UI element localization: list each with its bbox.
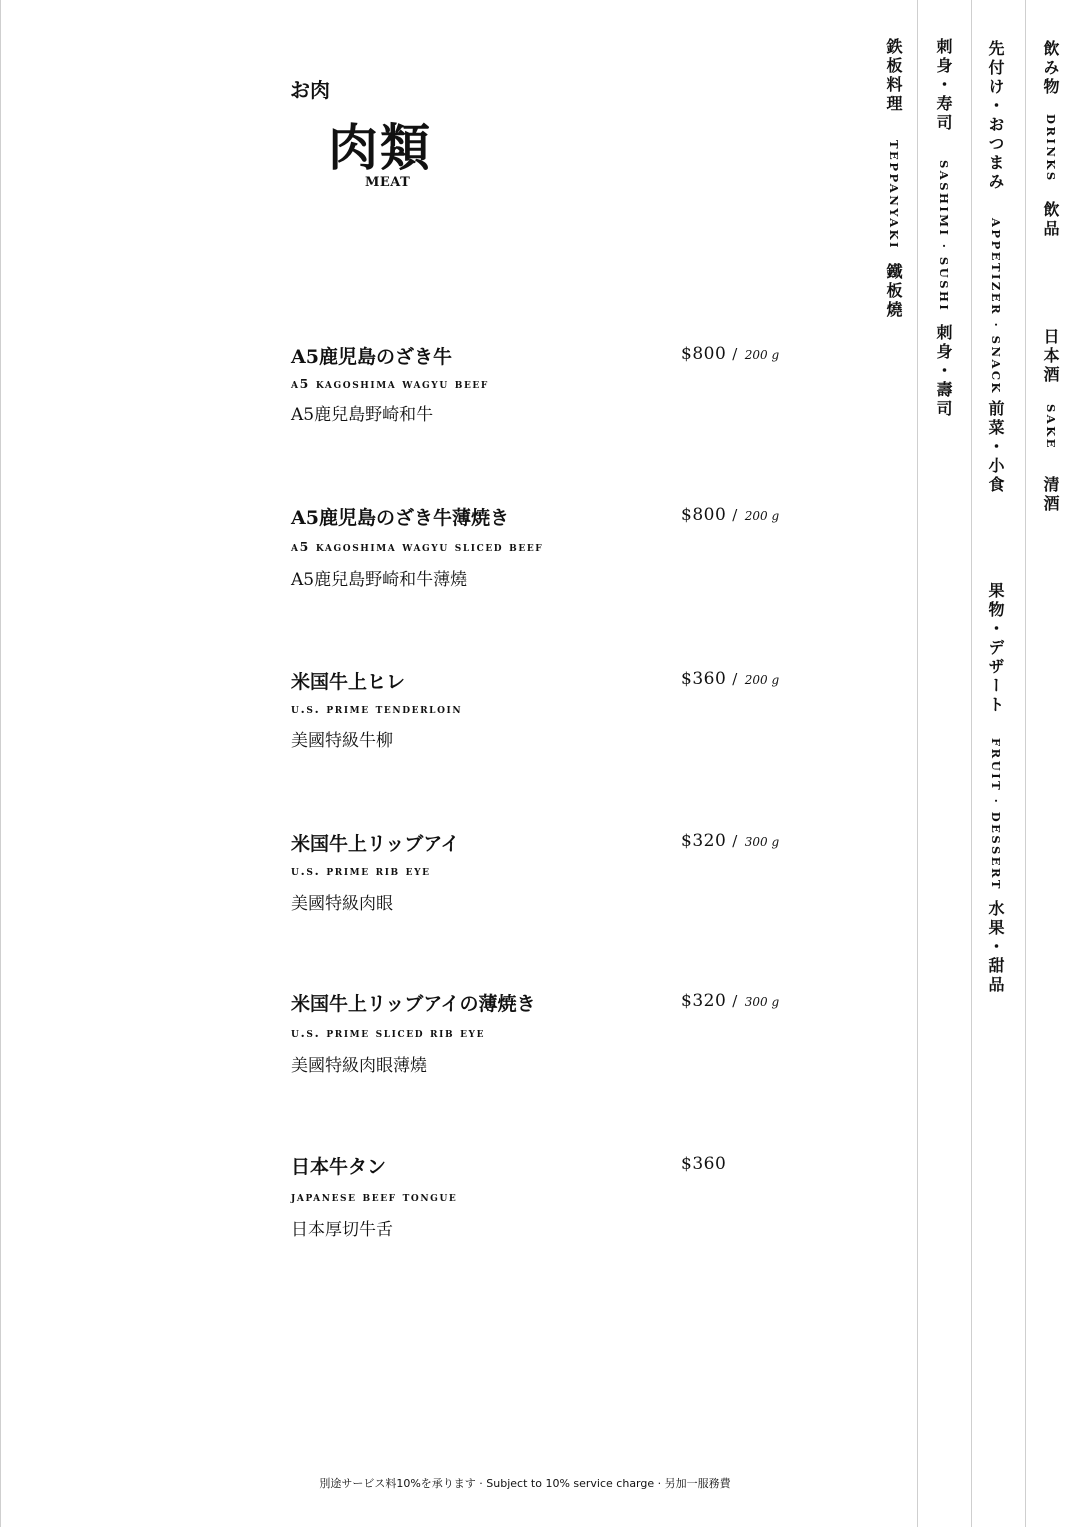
item-weight: 200 g bbox=[744, 348, 780, 362]
menu-item bbox=[291, 829, 791, 939]
tab-label-zh: 鐵板燒 bbox=[884, 263, 903, 320]
menu-item bbox=[291, 667, 791, 777]
item-name-zh: 美國特級牛柳 bbox=[291, 731, 393, 751]
tab-label-en: TEPPANYAKI bbox=[886, 140, 901, 250]
menu-item bbox=[291, 342, 791, 452]
section-title-en: MEAT bbox=[365, 175, 411, 190]
tab-label-jp: 先付け・おつまみ bbox=[986, 40, 1005, 192]
tab-label-zh: 水果・甜品 bbox=[986, 900, 1005, 995]
item-price: $320 bbox=[681, 991, 727, 1011]
price-separator: / bbox=[732, 832, 738, 850]
item-weight: 200 g bbox=[744, 509, 780, 523]
tab-sashimi[interactable] bbox=[918, 38, 968, 1038]
item-name-en: a5 kagoshima wagyu beef bbox=[291, 376, 489, 391]
tab-label-en: SASHIMI · SUSHI bbox=[936, 160, 951, 313]
tab-label-zh: 飲品 bbox=[1041, 201, 1060, 239]
tab-label-en: SAKE bbox=[1043, 404, 1058, 450]
item-name-en: u.s. prime rib eye bbox=[291, 863, 431, 878]
menu-item bbox=[291, 503, 791, 613]
section-title: 肉類 bbox=[328, 118, 432, 177]
item-price: $360 bbox=[681, 1154, 727, 1174]
item-name-zh: A5鹿兒島野崎和牛 bbox=[291, 405, 434, 425]
item-weight: 300 g bbox=[744, 995, 780, 1009]
item-name-en: a5 kagoshima wagyu sliced beef bbox=[291, 539, 544, 554]
tab-label-jp: 飲み物 bbox=[1041, 40, 1060, 97]
tab-drinks[interactable] bbox=[1025, 38, 1075, 1038]
item-price: $320 bbox=[681, 831, 727, 851]
tab-label-en: APPETIZER · SNACK bbox=[988, 218, 1003, 396]
item-name-zh: 日本厚切牛舌 bbox=[291, 1220, 393, 1240]
item-price-block bbox=[681, 991, 779, 1011]
item-price: $800 bbox=[681, 344, 727, 364]
tab-teppanyaki[interactable] bbox=[868, 38, 918, 1038]
item-name-jp: 米国牛上リッブアイ bbox=[291, 833, 460, 855]
tab-label-zh: 刺身・壽司 bbox=[934, 324, 953, 419]
menu-item bbox=[291, 1152, 791, 1262]
item-price-block bbox=[681, 505, 779, 525]
item-name-jp: 日本牛タン bbox=[291, 1156, 387, 1178]
item-name-jp: 米国牛上ヒレ bbox=[291, 671, 406, 693]
price-separator: / bbox=[732, 506, 738, 524]
tab-label-en: FRUIT · DESSERT bbox=[988, 738, 1003, 891]
service-charge-note: 別途サービス料10%を承ります · Subject to 10% service charge · 另加一服務費 bbox=[319, 1477, 731, 1490]
item-price-block bbox=[681, 1154, 726, 1174]
item-name-en: u.s. prime sliced rib eye bbox=[291, 1025, 486, 1040]
tab-label-jp: 果物・デザート bbox=[986, 582, 1005, 715]
tab-sake[interactable] bbox=[1025, 328, 1075, 528]
item-price: $360 bbox=[681, 669, 727, 689]
item-name-jp: A5鹿児島のざき牛 bbox=[291, 346, 452, 368]
item-name-jp: A5鹿児島のざき牛薄焼き bbox=[291, 507, 509, 529]
item-price-block bbox=[681, 831, 779, 851]
item-price-block bbox=[681, 669, 779, 689]
item-weight: 200 g bbox=[744, 673, 780, 687]
item-weight: 300 g bbox=[744, 835, 780, 849]
tab-label-en: DRINKS bbox=[1043, 114, 1058, 183]
item-name-en: japanese beef tongue bbox=[291, 1189, 458, 1204]
menu-item bbox=[291, 989, 791, 1099]
price-separator: / bbox=[732, 670, 738, 688]
tab-label-jp: 刺身・寿司 bbox=[934, 38, 953, 133]
item-name-jp: 米国牛上リッブアイの薄焼き bbox=[291, 993, 536, 1015]
price-separator: / bbox=[732, 345, 738, 363]
tab-label-jp: 鉄板料理 bbox=[884, 38, 903, 114]
tab-fruit[interactable] bbox=[970, 582, 1020, 1022]
price-separator: / bbox=[732, 992, 738, 1010]
item-name-zh: 美國特級肉眼 bbox=[291, 894, 393, 914]
item-price-block bbox=[681, 344, 779, 364]
section-subtitle: お肉 bbox=[290, 78, 330, 102]
item-name-zh: A5鹿兒島野崎和牛薄燒 bbox=[291, 570, 468, 590]
item-name-en: u.s. prime tenderloin bbox=[291, 701, 463, 716]
tab-label-zh: 前菜・小食 bbox=[986, 400, 1005, 495]
item-name-zh: 美國特級肉眼薄燒 bbox=[291, 1056, 427, 1076]
tab-label-zh: 清酒 bbox=[1041, 476, 1060, 514]
item-price: $800 bbox=[681, 505, 727, 525]
tab-label-jp: 日本酒 bbox=[1041, 328, 1060, 385]
